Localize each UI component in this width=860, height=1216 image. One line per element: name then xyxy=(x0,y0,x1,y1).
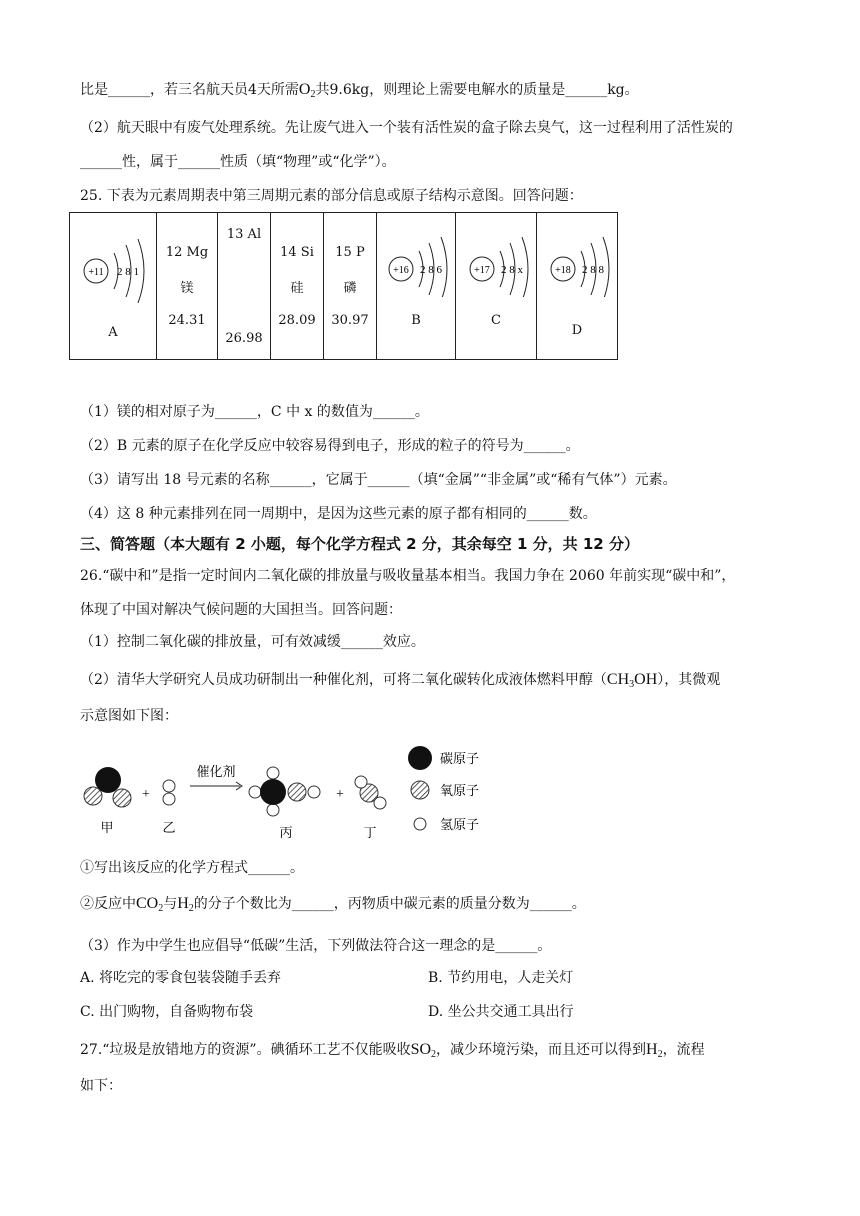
label-a: A xyxy=(108,325,118,340)
molecule-jia xyxy=(84,767,131,807)
formula-o2: $O_2$ xyxy=(298,81,316,100)
question-26-line-2: 体现了中国对解决气候问题的大国担当。回答问题： xyxy=(80,602,402,618)
question-25: 25. 下表为元素周期表中第三周期元素的部分信息或原子结构示意图。回答问题： xyxy=(80,188,583,204)
cell-atom-a xyxy=(70,213,157,360)
cell-al: 13 Al 26.98 xyxy=(218,213,271,360)
cell-p: 15 P 磷 30.97 xyxy=(324,213,377,360)
question-26-line-1: 26.“碳中和”是指一定时间内二氧化碳的排放量与吸收量基本相当。我国力争在 2060 年前实现“碳中和”， xyxy=(80,568,736,584)
reaction-diagram xyxy=(76,740,496,844)
question-26-i: ①写出该反应的化学方程式______。 xyxy=(80,860,304,876)
legend-hydrogen-marker xyxy=(414,818,426,830)
svg-text:+17: +17 xyxy=(474,265,490,276)
svg-text:丁: 丁 xyxy=(363,825,377,840)
cell-atom-c xyxy=(456,213,537,360)
atom-diagram-d xyxy=(537,217,617,297)
question-27-line-2: 如下： xyxy=(80,1078,122,1094)
atom-diagram-a xyxy=(70,223,156,303)
svg-text:氢原子: 氢原子 xyxy=(440,817,480,832)
question-26-ii: ②反应中$CO_2$与$H_2$的分子个数比为______，丙物质中碳元素的质量分数为______。 xyxy=(80,895,586,914)
formula-co2: $CO_2$ xyxy=(136,895,164,914)
svg-text:+18: +18 xyxy=(555,265,571,276)
text-line-2: （2）航天眼中有废气处理系统。先让废气进入一个装有活性炭的盒子除去臭气，这一过程利用了活性炭的 xyxy=(80,120,733,136)
formula-h2-b: $H_2$ xyxy=(646,1041,663,1060)
svg-text:+11: +11 xyxy=(88,267,104,278)
question-27-line-1: 27.“垃圾是放错地方的资源”。碘循环工艺不仅能吸收$SO_2$，减少环境污染，而且还可以得到$H_2$，流程 xyxy=(80,1041,705,1060)
svg-text:2 8 6: 2 8 6 xyxy=(420,264,442,276)
question-25-4: （4）这 8 种元素排列在同一周期中，是因为这些元素的原子都有相同的______数。 xyxy=(80,506,597,522)
molecule-yi xyxy=(163,780,175,805)
molecule-ding xyxy=(355,776,386,809)
text-line-1: 比是______，若三名航天员4天所需$O_2$共9.6kg，则理论上需要电解水的质量是______kg。 xyxy=(80,81,639,100)
svg-text:丙: 丙 xyxy=(279,825,293,840)
svg-text:甲: 甲 xyxy=(100,820,114,835)
svg-text:乙: 乙 xyxy=(162,820,176,835)
question-26-3: （3）作为中学生也应倡导“低碳”生活，下列做法符合这一理念的是______。 xyxy=(80,938,552,954)
periodic-table xyxy=(69,212,618,360)
section-3-heading: 三、简答题（本大题有 2 小题，每个化学方程式 2 分，其余每空 1 分，共 12 分） xyxy=(80,535,639,553)
cell-si: 14 Si 硅 28.09 xyxy=(271,213,324,360)
option-a: A. 将吃完的零食包装袋随手丢弃 xyxy=(80,970,282,986)
label-b: B xyxy=(411,313,421,328)
svg-text:+16: +16 xyxy=(393,265,409,276)
option-b: B. 节约用电，人走关灯 xyxy=(428,970,574,986)
svg-text:2 8 1: 2 8 1 xyxy=(117,266,139,278)
svg-text:2 8 x: 2 8 x xyxy=(501,264,523,276)
formula-ch3oh: $CH_3OH$ xyxy=(606,671,658,690)
question-25-3: （3）请写出 18 号元素的名称______，它属于______（填“金属”“非金属”或“稀有气体”）元素。 xyxy=(80,472,677,488)
option-d: D. 坐公共交通工具出行 xyxy=(428,1004,574,1020)
legend-carbon-marker xyxy=(408,746,432,770)
question-26-2-cont: 示意图如下图： xyxy=(80,708,178,724)
svg-text:+: + xyxy=(336,787,344,802)
svg-text:氧原子: 氧原子 xyxy=(440,783,480,798)
legend xyxy=(408,746,479,832)
atom-diagram-c xyxy=(456,217,536,297)
svg-text:催化剂: 催化剂 xyxy=(196,764,236,779)
question-25-2: （2）B 元素的原子在化学反应中较容易得到电子，形成的粒子的符号为______。 xyxy=(80,438,580,454)
cell-atom-b xyxy=(377,213,456,360)
formula-so2: $SO_2$ xyxy=(410,1041,437,1060)
option-c: C. 出门购物，自备购物布袋 xyxy=(80,1004,254,1020)
label-c: C xyxy=(491,313,501,328)
atom-diagram-b xyxy=(377,217,455,297)
svg-text:2 8 8: 2 8 8 xyxy=(582,264,604,276)
cell-mg: 12 Mg 镁 24.31 xyxy=(157,213,218,360)
question-25-1: （1）镁的相对原子为______，C 中 x 的数值为______。 xyxy=(80,404,429,420)
legend-oxygen-marker xyxy=(411,781,429,799)
question-26-2: （2）清华大学研究人员成功研制出一种催化剂，可将二氧化碳转化成液体燃料甲醇$(CH_3OH)$，其微观 xyxy=(80,671,721,690)
svg-text:+: + xyxy=(142,787,150,802)
label-d: D xyxy=(571,323,583,338)
molecule-bing xyxy=(249,767,320,816)
question-26-1: （1）控制二氧化碳的排放量，可有效减缓______效应。 xyxy=(80,634,425,650)
text-line-3: ______性，属于______性质（填“物理”或“化学”）。 xyxy=(80,154,396,170)
formula-h2: $H_2$ xyxy=(177,895,194,914)
cell-atom-d xyxy=(537,213,618,360)
svg-text:碳原子: 碳原子 xyxy=(440,751,480,766)
